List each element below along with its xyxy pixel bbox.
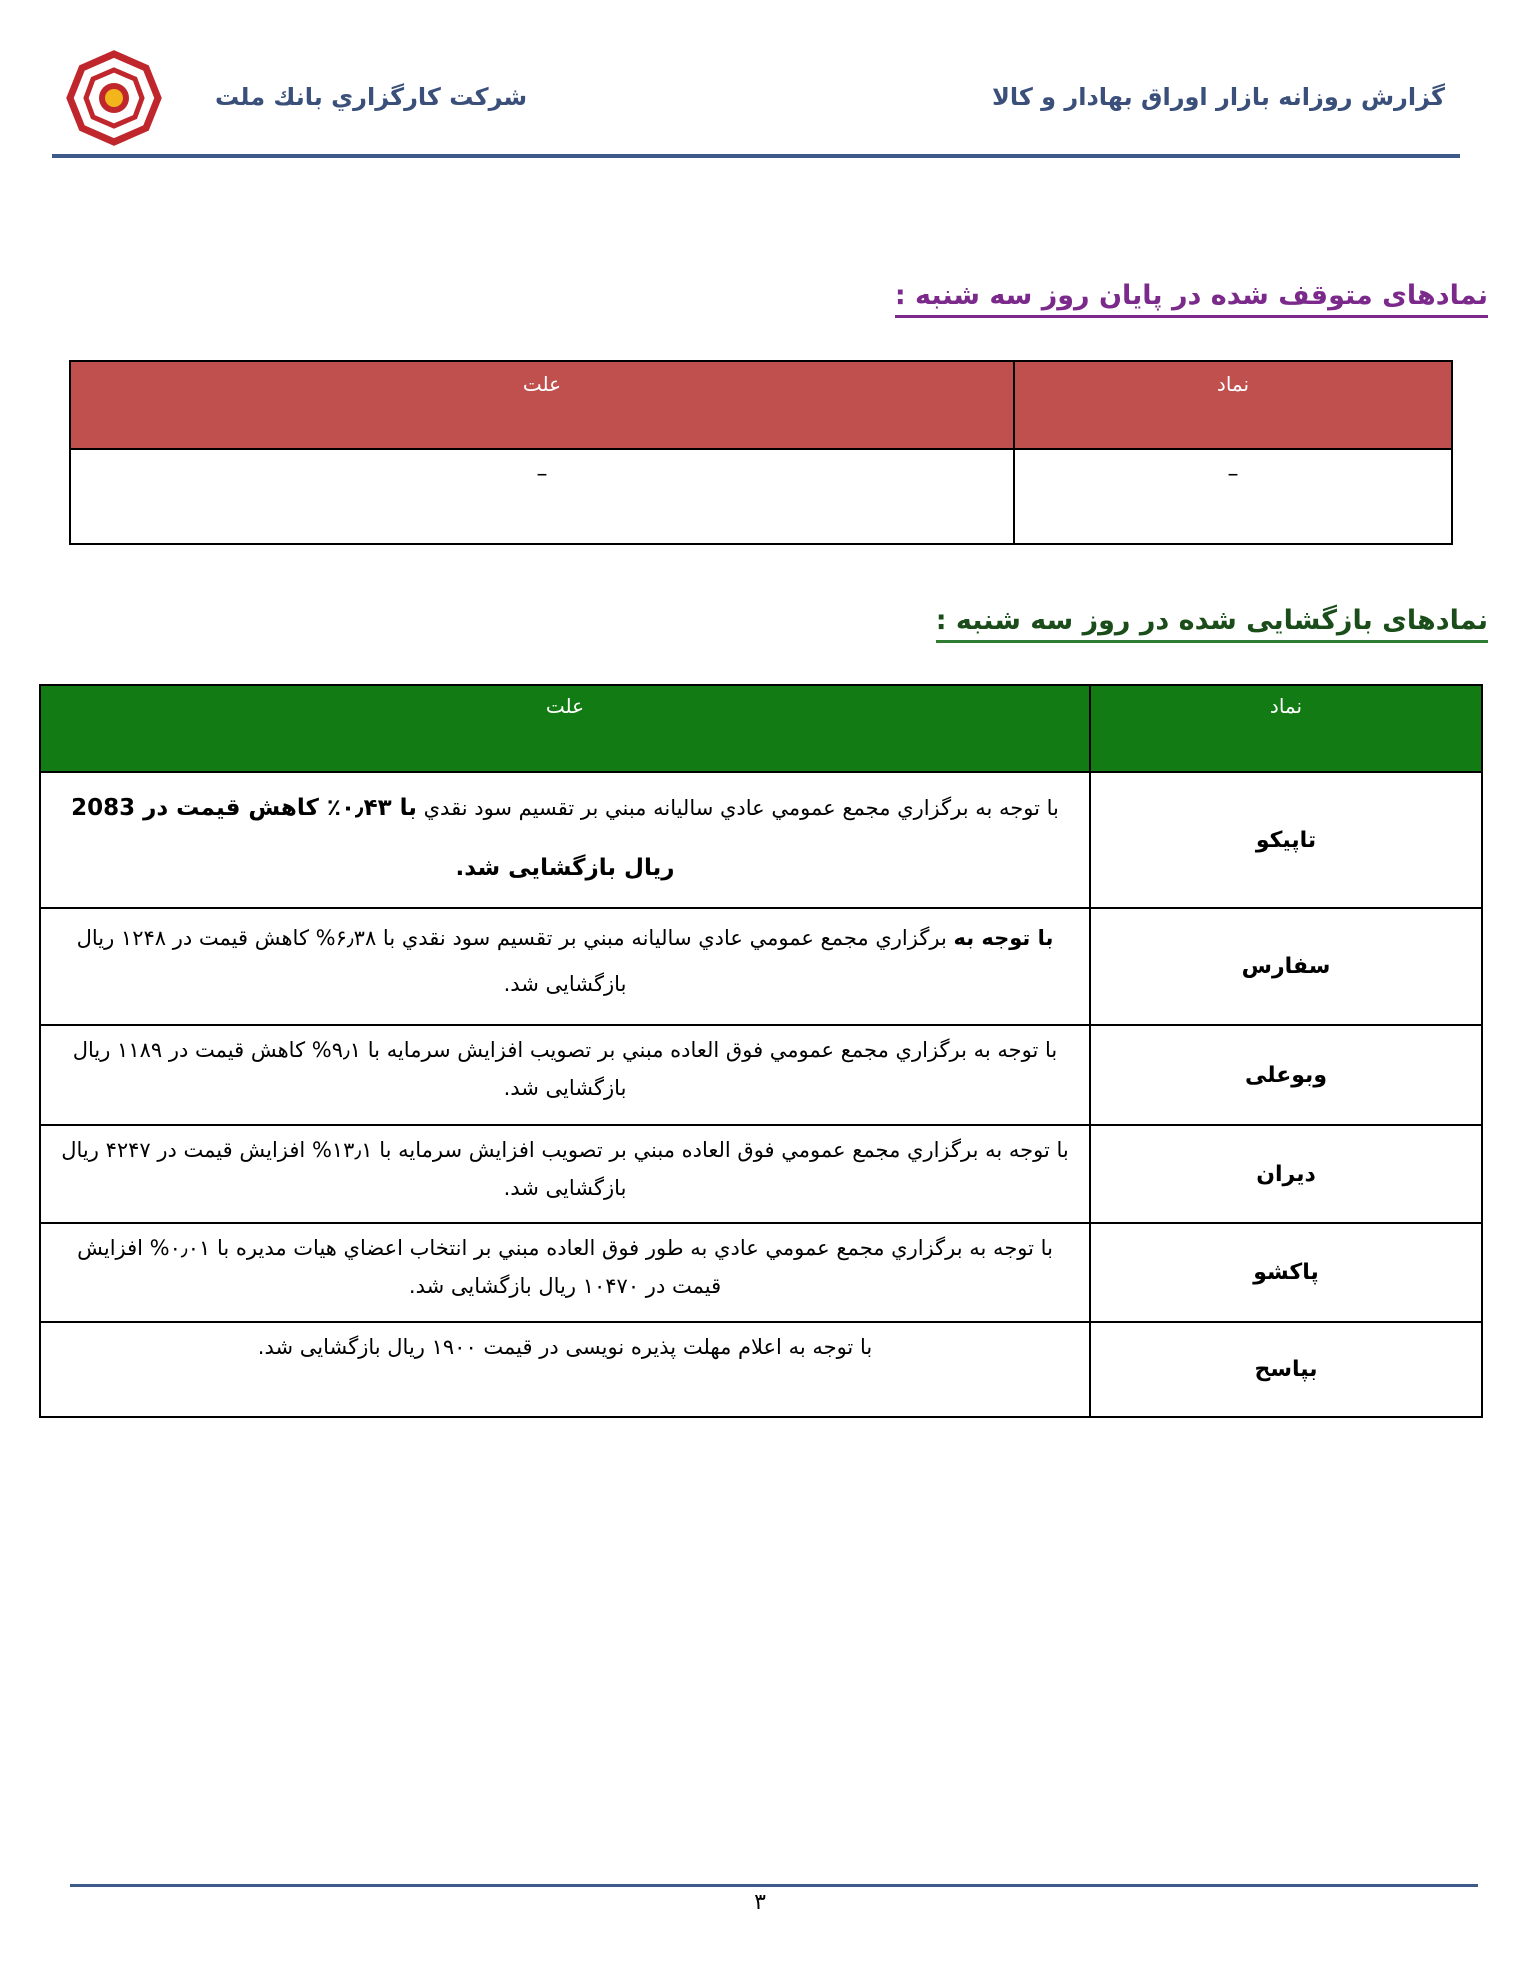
reason-cell: با توجه به برگزاري مجمع عمومي فوق العاده مبني بر تصويب افزايش سرمايه با ۱۳٫۱% افزايش قيمت در ۴۲۴۷ ريال بازگشايی شد. (40, 1125, 1090, 1223)
symbol-cell: بپاسح (1090, 1322, 1482, 1417)
column-header-symbol: نماد (1090, 685, 1482, 772)
reason-text: برگزاري مجمع عمومي عادي ساليانه مبني بر تقسيم سود نقدي با ۶٫۳۸% كاهش قيمت در ۱۲۴۸ ريال بازگشايی شد. (76, 926, 954, 997)
table-row (40, 772, 1482, 908)
page-number: ۳ (754, 1890, 766, 1915)
table-row (40, 908, 1482, 1025)
reason-cell: – (70, 449, 1014, 544)
table-row (40, 1322, 1482, 1417)
bank-mellat-logo-icon (62, 48, 166, 148)
company-name: شركت كارگزاري بانك ملت (215, 83, 528, 111)
column-header-reason: علت (70, 361, 1014, 449)
footer-divider (70, 1884, 1478, 1887)
reason-cell: با توجه به برگزاري مجمع عمومي فوق العاده مبني بر تصويب افزايش سرمايه با ۹٫۱% كاهش قيمت در ۱۱۸۹ ريال بازگشايی شد. (40, 1025, 1090, 1125)
report-title: گزارش روزانه بازار اوراق بهادار و كالا (991, 83, 1445, 111)
symbol-cell: سفارس (1090, 908, 1482, 1025)
column-header-reason: علت (40, 685, 1090, 772)
table-row (40, 1223, 1482, 1322)
reason-cell (40, 772, 1090, 908)
stopped-symbols-table (69, 360, 1453, 545)
reason-cell: با توجه به برگزاري مجمع عمومي عادي به طور فوق العاده مبني بر انتخاب اعضاي هيات مديره با ۰٫۰۱% افزايش قيمت در ۱۰۴۷۰ ريال بازگشايی شد. (40, 1223, 1090, 1322)
symbol-cell: وبوعلی (1090, 1025, 1482, 1125)
reopened-symbols-table (39, 684, 1483, 1418)
reason-text-bold: با توجه به (953, 926, 1054, 950)
symbol-cell: پاكشو (1090, 1223, 1482, 1322)
table-row (40, 1025, 1482, 1125)
symbol-cell: ديران (1090, 1125, 1482, 1223)
table-row (70, 449, 1452, 544)
symbol-cell: تاپیکو (1090, 772, 1482, 908)
reason-cell (40, 908, 1090, 1025)
table-row (40, 1125, 1482, 1223)
reopened-symbols-title: نمادهای بازگشایی شده در روز سه شنبه : (936, 605, 1488, 643)
reason-cell: با توجه به اعلام مهلت پذيره نويسی در قيمت ۱۹۰۰ ريال بازگشايی شد. (40, 1322, 1090, 1417)
reason-text: با توجه به برگزاري مجمع عمومي عادي ساليانه مبني بر تقسيم سود نقدي (416, 796, 1059, 820)
symbol-cell: – (1014, 449, 1452, 544)
header-divider (52, 154, 1460, 158)
column-header-symbol: نماد (1014, 361, 1452, 449)
reason-text-bold: با ۰٫۴۳٪ كاهش قيمت در 2083 ريال بازگشايی شد. (71, 795, 675, 881)
stopped-symbols-title: نمادهای متوقف شده در پایان روز سه شنبه : (895, 280, 1488, 318)
